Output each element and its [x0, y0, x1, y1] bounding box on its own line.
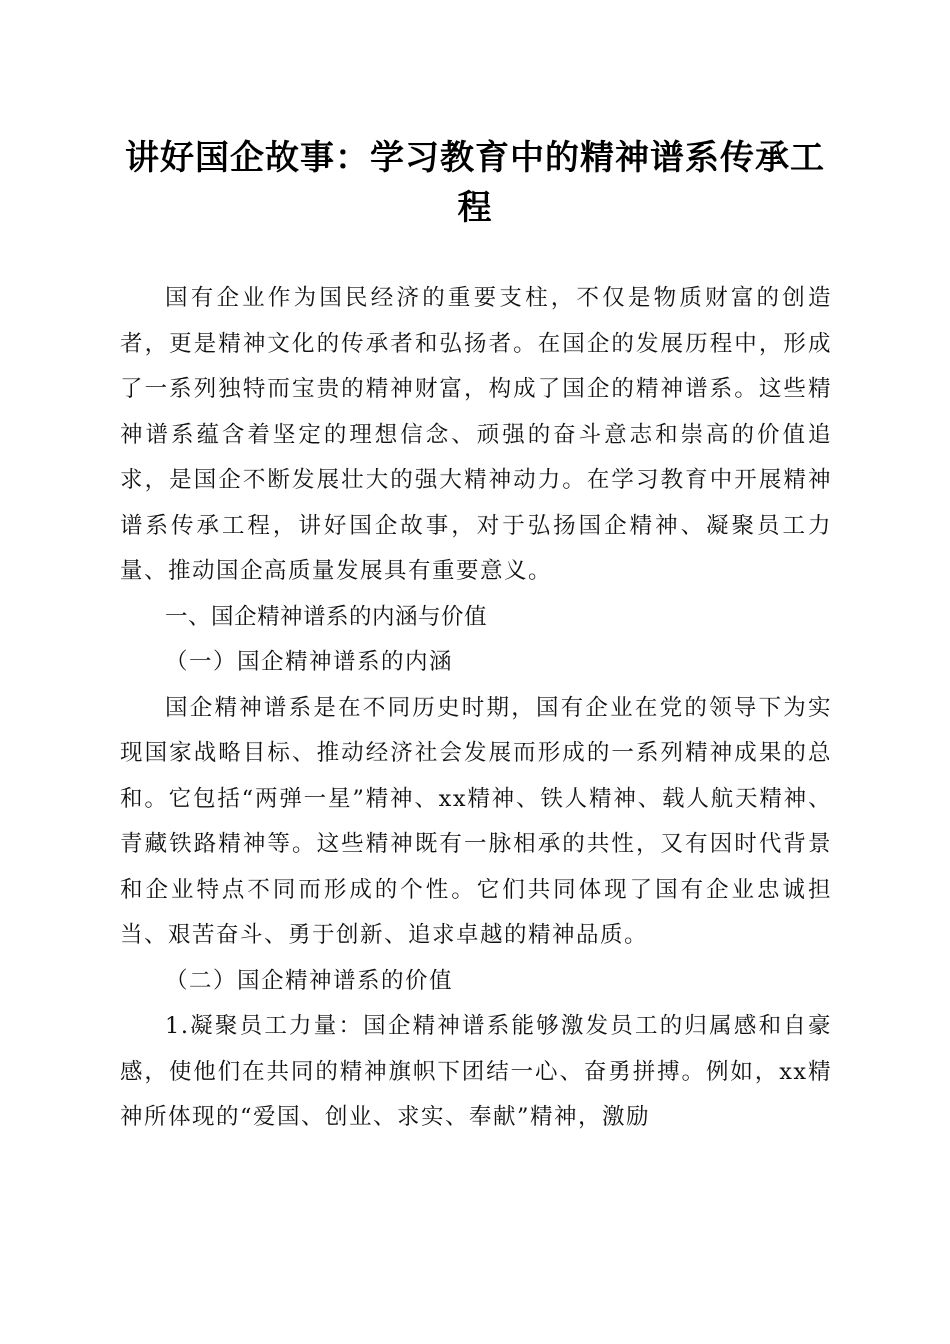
- point-1-paragraph: 1.凝聚员工力量：国企精神谱系能够激发员工的归属感和自豪感，使他们在共同的精神旗帜下团结一心、奋勇拼搏。例如，xx精神所体现的“爱国、创业、求实、奉献”精神，激励: [120, 1013, 832, 1130]
- subsection-heading-1: （一）国企精神谱系的内涵: [165, 649, 454, 675]
- title-line-1: 讲好国企故事：学习教育中的精神谱系传承工: [125, 138, 825, 178]
- document-body: [120, 276, 832, 1141]
- section-heading-1: 一、国企精神谱系的内涵与价值: [165, 603, 488, 630]
- subsection-1-paragraph: 国企精神谱系是在不同历史时期，国有企业在党的领导下为实现国家战略目标、推动经济社会发展而形成的一系列精神成果的总和。它包括“两弹一星”精神、xx精神、铁人精神、载人航天精神、青藏铁路精神等。这些精神既有一脉相承的共性，又有因时代背景和企业特点不同而形成的个性。它们共同体现了国有企业忠诚担当、艰苦奋斗、勇于创新、追求卓越的精神品质。: [120, 694, 832, 948]
- title-line-2: 程: [457, 188, 493, 228]
- intro-paragraph: 国有企业作为国民经济的重要支柱，不仅是物质财富的创造者，更是精神文化的传承者和弘扬者。在国企的发展历程中，形成了一系列独特而宝贵的精神财富，构成了国企的精神谱系。这些精神谱系蕴含着坚定的理想信念、顽强的奋斗意志和崇高的价值追求，是国企不断发展壮大的强大精神动力。在学习教育中开展精神谱系传承工程，讲好国企故事，对于弘扬国企精神、凝聚员工力量、推动国企高质量发展具有重要意义。: [120, 285, 832, 584]
- subsection-heading-2: （二）国企精神谱系的价值: [165, 967, 454, 994]
- document-title: [110, 133, 840, 233]
